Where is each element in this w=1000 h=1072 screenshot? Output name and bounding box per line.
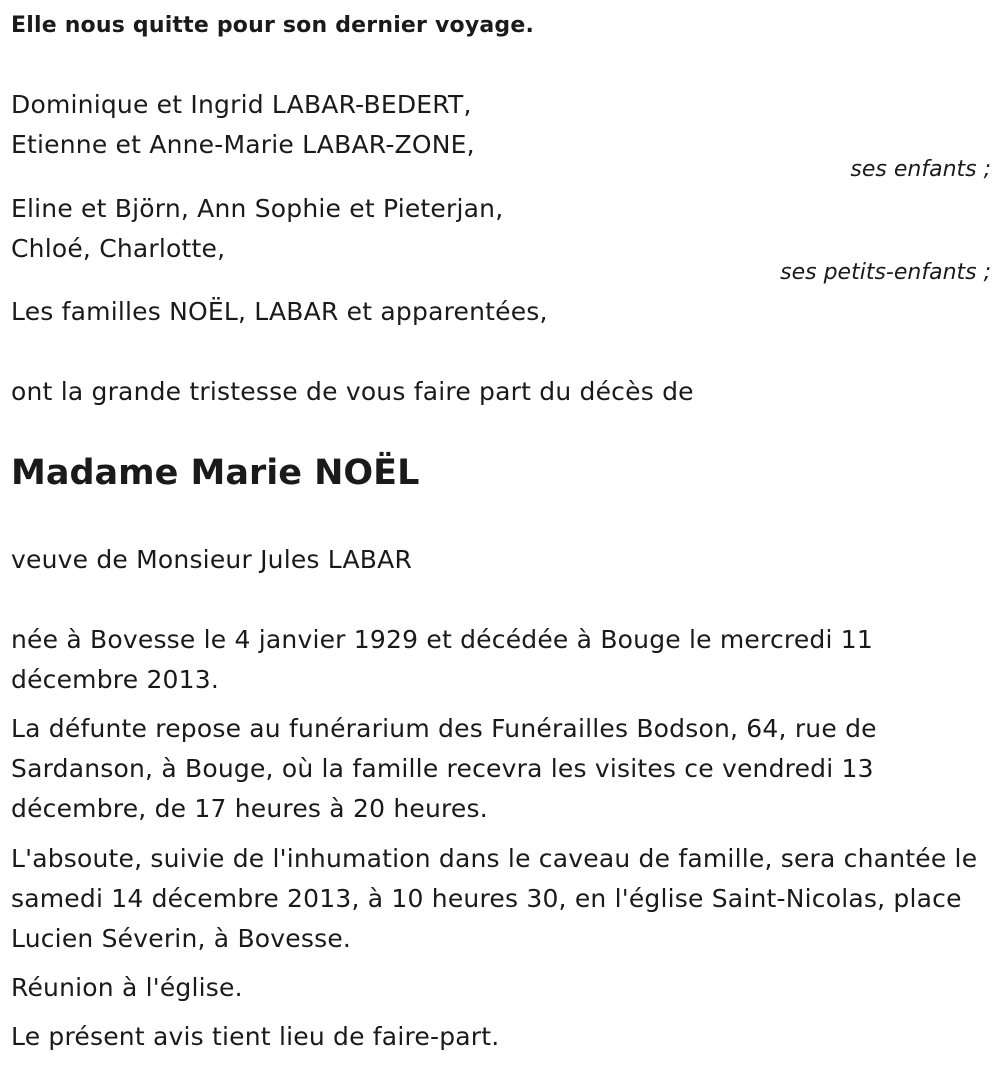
children-line-2: Etienne et Anne-Marie LABAR-ZONE, bbox=[11, 130, 475, 159]
grandchildren-line-2: Chloé, Charlotte, bbox=[11, 234, 226, 263]
children-role: ses enfants ; bbox=[850, 157, 991, 182]
children-line-1: Dominique et Ingrid LABAR-BEDERT, bbox=[11, 90, 472, 119]
grandchildren-line-1: Eline et Björn, Ann Sophie et Pieterjan, bbox=[11, 194, 504, 223]
widow-of-line: veuve de Monsieur Jules LABAR bbox=[11, 545, 413, 574]
birth-death-paragraph: née à Bovesse le 4 janvier 1929 et décédée à Bouge le mercredi 11 décembre 2013. bbox=[11, 625, 873, 694]
gathering-paragraph: Réunion à l'église. bbox=[11, 973, 243, 1002]
deceased-name: Madame Marie NOËL bbox=[11, 453, 420, 493]
grandchildren-role: ses petits-enfants ; bbox=[780, 260, 991, 285]
visitation-paragraph: La défunte repose au funérarium des Funérailles Bodson, 64, rue de Sardanson, à Bouge, où la famille recevra les visites ce vendredi 13 décembre, de 17 heures à 20 heures. bbox=[11, 714, 877, 823]
funeral-paragraph: L'absoute, suivie de l'inhumation dans le caveau de famille, sera chantée le samedi 14 décembre 2013, à 10 heures 30, en l'église Saint-Nicolas, place Lucien Séverin, à Bovesse. bbox=[11, 844, 978, 953]
notice-paragraph: Le présent avis tient lieu de faire-part. bbox=[11, 1022, 500, 1051]
announcement-line: ont la grande tristesse de vous faire part du décès de bbox=[11, 377, 694, 406]
intro-heading: Elle nous quitte pour son dernier voyage. bbox=[11, 13, 535, 38]
families-line: Les familles NOËL, LABAR et apparentées, bbox=[11, 297, 548, 326]
